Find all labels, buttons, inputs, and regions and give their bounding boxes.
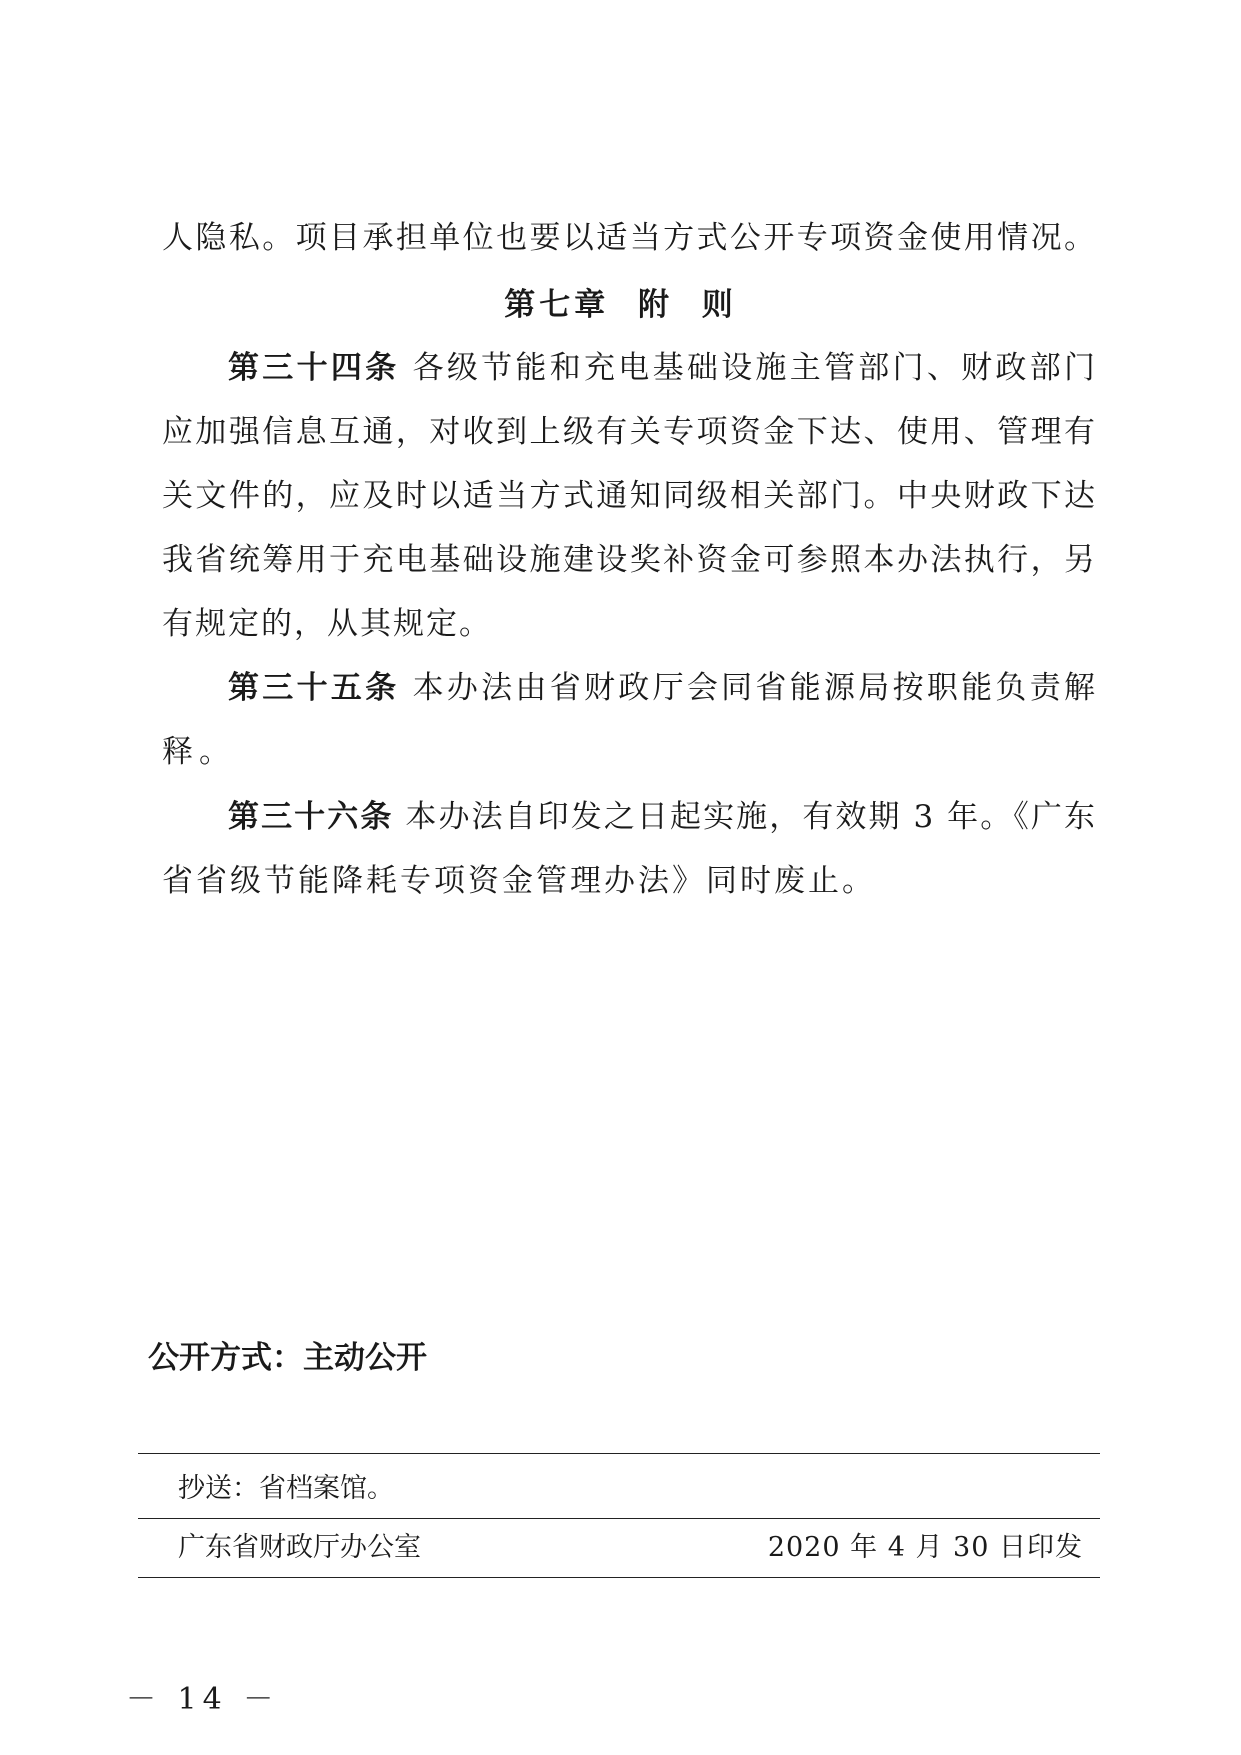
article-35-line-1 [228,668,1097,708]
cc-line: 抄送：省档案馆。 [178,1473,394,1504]
article-34-text-1: 各级节能和充电基础设施主管部门、财政部门 [412,350,1098,386]
chapter-title: 第七章 附 则 [504,287,737,323]
footer-rule-bottom [138,1577,1100,1578]
paragraph-continuation: 人隐私。项目承担单位也要以适当方式公开专项资金使用情况。 [162,220,1097,256]
footer-rule-middle [138,1518,1100,1519]
article-36-label: 第三十六条 [228,799,394,835]
article-36-text-1: 本办法自印发之日起实施，有效期 3 年。《广东 [405,799,1098,835]
article-35-text-1: 本办法由省财政厅会同省能源局按职能负责解 [412,670,1098,706]
article-34-line-3: 关文件的，应及时以适当方式通知同级相关部门。中央财政下达 [162,478,1097,514]
article-34-line-2: 应加强信息互通，对收到上级有关专项资金下达、使用、管理有 [162,414,1097,450]
publication-mode: 公开方式：主动公开 [148,1340,427,1376]
issue-date: 2020 年 4 月 30 日印发 [767,1532,1083,1563]
article-36-line-1 [228,797,1097,837]
article-35-label: 第三十五条 [228,670,400,706]
article-34-line-5: 有规定的，从其规定。 [162,606,492,642]
article-36-line-2: 省省级节能降耗专项资金管理办法》同时废止。 [162,863,876,899]
issuer-row [178,1530,1083,1566]
issuer-office: 广东省财政厅办公室 [178,1532,421,1563]
article-34-line-4: 我省统筹用于充电基础设施建设奖补资金可参照本办法执行，另 [162,542,1097,578]
article-34-line-1 [228,348,1097,388]
page-number: － 14 － [126,1682,280,1717]
article-35-line-2: 释。 [162,734,236,770]
article-34-label: 第三十四条 [228,350,400,386]
footer-rule-top [138,1453,1100,1454]
